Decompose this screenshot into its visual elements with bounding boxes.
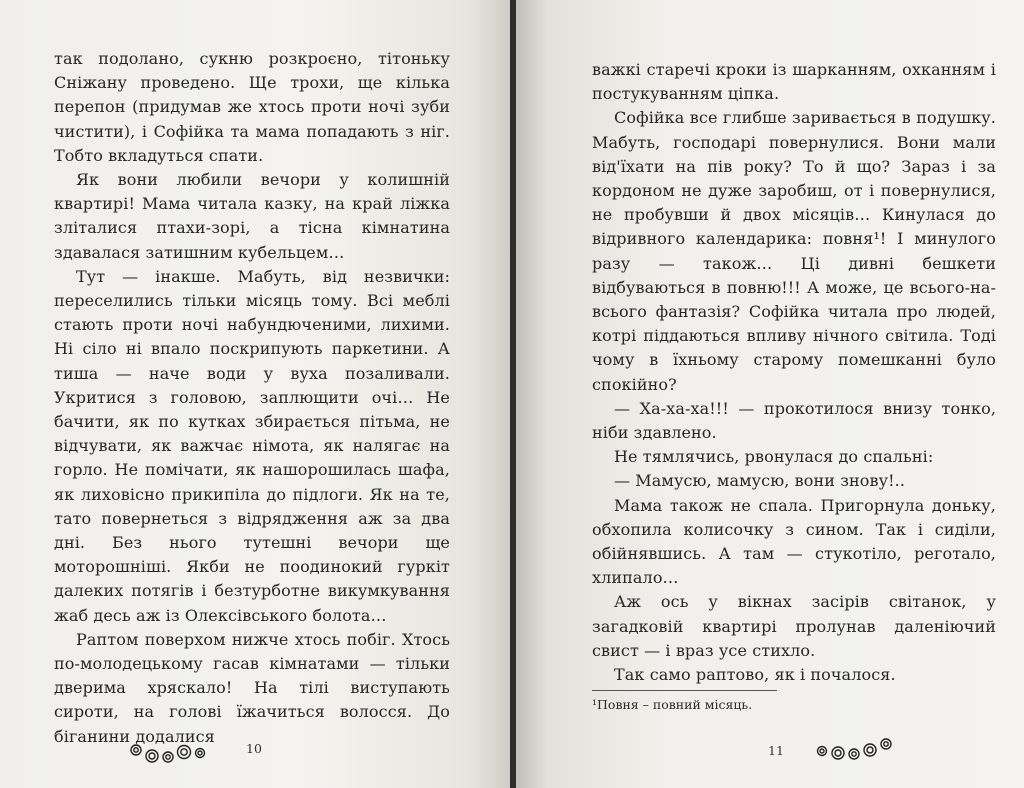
page-number: 11 [768,743,784,758]
paragraph: — Мамусю, мамусю, вони знову!.. [614,471,906,491]
paragraph: так подолано, сукню розкроєно, тітоньку Сніжану проведено. Ще трохи, ще кілька перепон (придумав же хтось проти ночі зуби чистити), і Софійка та мама попадають з ніг. Тобто вкладуться спати. [54,49,450,165]
paragraph: Софійка все глибше заривається в подушку. Мабуть, господарі повернулися. Вони мали від'їхати на пів року? То й що? Зараз і за кордоном не дуже заробиш, от і повернулися, не пробувши й двох місяців… Кинулася до відривного календарика: повня¹! І минулого разу — також… Ці дивні бешкети відбуваються в повню!!! А може, це всього-на-всього фантазія? Софійка читала про людей, котрі піддаються впливу нічного світила. Тоді чому в їхньому старому помешканні було спокійно? [592,108,996,394]
swirl-circles-ornament-icon [812,735,902,761]
footnote: ¹Повня – повний місяць. [592,697,753,712]
paragraph: — Ха-ха-ха!!! — прокотилося внизу тонко, ніби здавлено. [592,398,996,443]
paragraph: Тут — інакше. Мабуть, від незвички: переселились тільки місяць тому. Всі меблі стають проти ночі набундюченими, лихими. Ні сіло ні впало поскрипують паркетини. А тиша — наче води у вуха позаливали. Укритися з головою, заплющити очі… Не бачити, як по кутках збирається пітьма, не відчувати, як важчає німота, як налягає на горло. Не помічати, як нашорошилась шафа, як лиховісно прикипіла до підлоги. Як на те, тато повернеться з відрядження аж за два дні. Без нього тутешні вечори ще моторошніші. Якби не поодинокий гуркіт далеких потягів і безтурботне викумкування жаб десь аж із Олексівського болота… [54,266,450,625]
right-page [516,0,1024,788]
paragraph: Мама також не спала. Пригорнула доньку, обхопила колисочку з сином. Так і сиділи, обійнявшись. А там — стукотіло, реготало, хлипало… [592,495,996,588]
page-number: 10 [246,741,262,756]
paragraph: важкі старечі кроки із шарканням, охканням і постукуванням ціпка. [592,60,996,104]
footnote-divider [592,690,777,691]
swirl-circles-ornament-icon [128,738,218,764]
left-page-text [54,47,450,749]
left-page [0,0,510,788]
paragraph: Раптом поверхом нижче хтось побіг. Хтось по-молодецькому гасав кімнатами — тільки дверима хряскало! На тілі виступають сироти, на голові їжачиться волосся. До біганини додалися [54,629,450,746]
paragraph: Як вони любили вечори у колишній квартирі! Мама читала казку, на край ліжка зліталися птахи-зорі, а тісна кімнатина здавалася затишним кубельцем… [54,170,450,262]
paragraph: Не тямлячись, рвонулася до спальні: [614,447,934,467]
right-page-text [592,58,996,687]
paragraph: Аж ось у вікнах засірів світанок, у загадковій квартирі пролунав даленіючий свист — і враз усе стихло. [592,592,996,660]
paragraph: Так само раптово, як і почалося. [614,665,896,685]
